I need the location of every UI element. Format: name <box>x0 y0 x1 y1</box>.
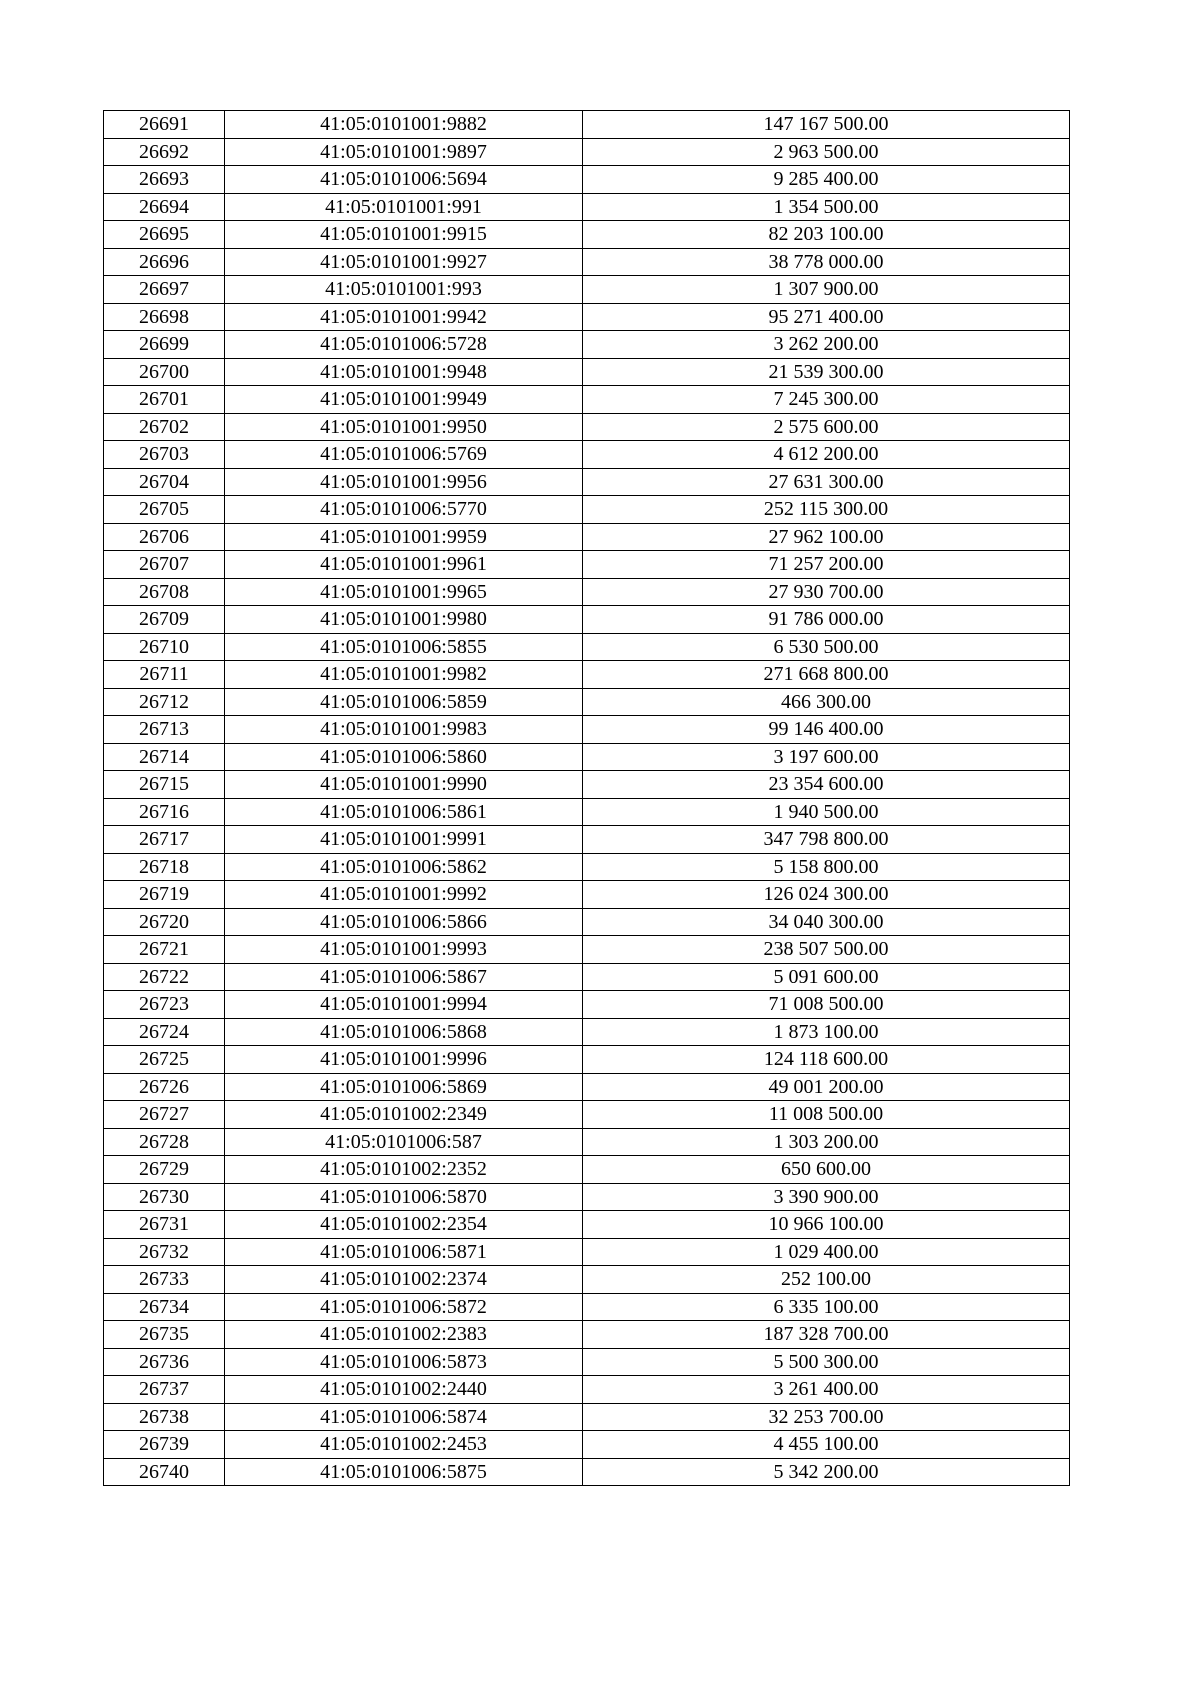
cadastral-value-cell: 238 507 500.00 <box>583 936 1070 964</box>
cadastral-number-cell: 41:05:0101001:9949 <box>225 386 583 414</box>
cadastral-number-cell: 41:05:0101001:9982 <box>225 661 583 689</box>
row-number-cell: 26710 <box>104 633 225 661</box>
cadastral-number-cell: 41:05:0101006:5860 <box>225 743 583 771</box>
table-row <box>104 853 1070 881</box>
cadastral-number-cell: 41:05:0101006:5861 <box>225 798 583 826</box>
row-number-cell: 26703 <box>104 441 225 469</box>
cadastral-value-cell: 4 455 100.00 <box>583 1431 1070 1459</box>
cadastral-number-cell: 41:05:0101002:2349 <box>225 1101 583 1129</box>
row-number-cell: 26722 <box>104 963 225 991</box>
cadastral-number-cell: 41:05:0101001:9942 <box>225 303 583 331</box>
cadastral-number-cell: 41:05:0101001:9980 <box>225 606 583 634</box>
table-row <box>104 798 1070 826</box>
row-number-cell: 26692 <box>104 138 225 166</box>
row-number-cell: 26707 <box>104 551 225 579</box>
row-number-cell: 26706 <box>104 523 225 551</box>
cadastral-value-cell: 347 798 800.00 <box>583 826 1070 854</box>
table-row <box>104 1431 1070 1459</box>
row-number-cell: 26729 <box>104 1156 225 1184</box>
table-row <box>104 908 1070 936</box>
row-number-cell: 26702 <box>104 413 225 441</box>
cadastral-value-cell: 126 024 300.00 <box>583 881 1070 909</box>
cadastral-value-cell: 21 539 300.00 <box>583 358 1070 386</box>
row-number-cell: 26715 <box>104 771 225 799</box>
row-number-cell: 26735 <box>104 1321 225 1349</box>
row-number-cell: 26728 <box>104 1128 225 1156</box>
table-row <box>104 1183 1070 1211</box>
row-number-cell: 26695 <box>104 221 225 249</box>
table-row <box>104 1211 1070 1239</box>
cadastral-value-cell: 1 354 500.00 <box>583 193 1070 221</box>
cadastral-value-cell: 34 040 300.00 <box>583 908 1070 936</box>
cadastral-value-cell: 3 197 600.00 <box>583 743 1070 771</box>
cadastral-number-cell: 41:05:0101006:5862 <box>225 853 583 881</box>
row-number-cell: 26736 <box>104 1348 225 1376</box>
row-number-cell: 26697 <box>104 276 225 304</box>
table-row <box>104 771 1070 799</box>
cadastral-value-cell: 1 940 500.00 <box>583 798 1070 826</box>
cadastral-value-cell: 1 873 100.00 <box>583 1018 1070 1046</box>
table-row <box>104 963 1070 991</box>
table-row <box>104 1128 1070 1156</box>
cadastral-value-cell: 71 257 200.00 <box>583 551 1070 579</box>
cadastral-number-cell: 41:05:0101001:9991 <box>225 826 583 854</box>
cadastral-value-table <box>103 110 1070 1486</box>
cadastral-number-cell: 41:05:0101001:9994 <box>225 991 583 1019</box>
cadastral-value-cell: 9 285 400.00 <box>583 166 1070 194</box>
cadastral-value-cell: 147 167 500.00 <box>583 111 1070 139</box>
row-number-cell: 26739 <box>104 1431 225 1459</box>
row-number-cell: 26717 <box>104 826 225 854</box>
table-row <box>104 1101 1070 1129</box>
cadastral-value-cell: 3 261 400.00 <box>583 1376 1070 1404</box>
table-row <box>104 1403 1070 1431</box>
cadastral-number-cell: 41:05:0101006:5728 <box>225 331 583 359</box>
row-number-cell: 26705 <box>104 496 225 524</box>
cadastral-value-cell: 1 303 200.00 <box>583 1128 1070 1156</box>
cadastral-value-cell: 6 335 100.00 <box>583 1293 1070 1321</box>
table-row <box>104 331 1070 359</box>
table-row <box>104 441 1070 469</box>
cadastral-number-cell: 41:05:0101001:9993 <box>225 936 583 964</box>
row-number-cell: 26720 <box>104 908 225 936</box>
cadastral-number-cell: 41:05:0101002:2352 <box>225 1156 583 1184</box>
cadastral-number-cell: 41:05:0101006:5855 <box>225 633 583 661</box>
table-row <box>104 1156 1070 1184</box>
cadastral-number-cell: 41:05:0101006:5770 <box>225 496 583 524</box>
table-row <box>104 1018 1070 1046</box>
row-number-cell: 26709 <box>104 606 225 634</box>
cadastral-value-cell: 95 271 400.00 <box>583 303 1070 331</box>
cadastral-value-cell: 5 158 800.00 <box>583 853 1070 881</box>
cadastral-number-cell: 41:05:0101006:5859 <box>225 688 583 716</box>
cadastral-value-cell: 32 253 700.00 <box>583 1403 1070 1431</box>
table-row <box>104 826 1070 854</box>
row-number-cell: 26696 <box>104 248 225 276</box>
row-number-cell: 26701 <box>104 386 225 414</box>
cadastral-number-cell: 41:05:0101006:587 <box>225 1128 583 1156</box>
cadastral-value-cell: 91 786 000.00 <box>583 606 1070 634</box>
cadastral-value-cell: 252 115 300.00 <box>583 496 1070 524</box>
row-number-cell: 26737 <box>104 1376 225 1404</box>
table-row <box>104 413 1070 441</box>
cadastral-number-cell: 41:05:0101001:9948 <box>225 358 583 386</box>
cadastral-value-cell: 1 307 900.00 <box>583 276 1070 304</box>
row-number-cell: 26711 <box>104 661 225 689</box>
table-row <box>104 881 1070 909</box>
table-row <box>104 496 1070 524</box>
row-number-cell: 26721 <box>104 936 225 964</box>
row-number-cell: 26734 <box>104 1293 225 1321</box>
table-row <box>104 991 1070 1019</box>
cadastral-number-cell: 41:05:0101001:9897 <box>225 138 583 166</box>
cadastral-number-cell: 41:05:0101006:5871 <box>225 1238 583 1266</box>
cadastral-value-cell: 2 963 500.00 <box>583 138 1070 166</box>
row-number-cell: 26704 <box>104 468 225 496</box>
row-number-cell: 26740 <box>104 1458 225 1486</box>
cadastral-value-cell: 7 245 300.00 <box>583 386 1070 414</box>
cadastral-number-cell: 41:05:0101002:2374 <box>225 1266 583 1294</box>
cadastral-number-cell: 41:05:0101006:5873 <box>225 1348 583 1376</box>
cadastral-value-cell: 187 328 700.00 <box>583 1321 1070 1349</box>
cadastral-value-cell: 3 262 200.00 <box>583 331 1070 359</box>
cadastral-number-cell: 41:05:0101001:9965 <box>225 578 583 606</box>
table-row <box>104 1293 1070 1321</box>
row-number-cell: 26733 <box>104 1266 225 1294</box>
row-number-cell: 26700 <box>104 358 225 386</box>
cadastral-number-cell: 41:05:0101006:5872 <box>225 1293 583 1321</box>
cadastral-value-cell: 124 118 600.00 <box>583 1046 1070 1074</box>
cadastral-value-cell: 1 029 400.00 <box>583 1238 1070 1266</box>
cadastral-value-cell: 11 008 500.00 <box>583 1101 1070 1129</box>
table-row <box>104 193 1070 221</box>
cadastral-value-cell: 71 008 500.00 <box>583 991 1070 1019</box>
table-row <box>104 688 1070 716</box>
table-row <box>104 1458 1070 1486</box>
row-number-cell: 26731 <box>104 1211 225 1239</box>
table-row <box>104 1376 1070 1404</box>
table-row <box>104 138 1070 166</box>
cadastral-value-cell: 3 390 900.00 <box>583 1183 1070 1211</box>
row-number-cell: 26718 <box>104 853 225 881</box>
table-row <box>104 248 1070 276</box>
cadastral-number-cell: 41:05:0101001:9959 <box>225 523 583 551</box>
table-row <box>104 276 1070 304</box>
cadastral-number-cell: 41:05:0101006:5868 <box>225 1018 583 1046</box>
cadastral-value-cell: 2 575 600.00 <box>583 413 1070 441</box>
cadastral-value-cell: 6 530 500.00 <box>583 633 1070 661</box>
cadastral-number-cell: 41:05:0101006:5866 <box>225 908 583 936</box>
cadastral-value-cell: 466 300.00 <box>583 688 1070 716</box>
row-number-cell: 26732 <box>104 1238 225 1266</box>
table-row <box>104 1073 1070 1101</box>
row-number-cell: 26724 <box>104 1018 225 1046</box>
cadastral-value-cell: 27 631 300.00 <box>583 468 1070 496</box>
cadastral-number-cell: 41:05:0101006:5769 <box>225 441 583 469</box>
table-body <box>104 111 1070 1486</box>
cadastral-number-cell: 41:05:0101002:2383 <box>225 1321 583 1349</box>
cadastral-number-cell: 41:05:0101006:5870 <box>225 1183 583 1211</box>
table-row <box>104 358 1070 386</box>
cadastral-value-cell: 252 100.00 <box>583 1266 1070 1294</box>
table-row <box>104 1348 1070 1376</box>
table-row <box>104 578 1070 606</box>
cadastral-number-cell: 41:05:0101001:9990 <box>225 771 583 799</box>
cadastral-value-cell: 4 612 200.00 <box>583 441 1070 469</box>
row-number-cell: 26691 <box>104 111 225 139</box>
cadastral-number-cell: 41:05:0101006:5694 <box>225 166 583 194</box>
row-number-cell: 26713 <box>104 716 225 744</box>
cadastral-value-cell: 650 600.00 <box>583 1156 1070 1184</box>
cadastral-value-cell: 5 342 200.00 <box>583 1458 1070 1486</box>
cadastral-number-cell: 41:05:0101001:9882 <box>225 111 583 139</box>
cadastral-number-cell: 41:05:0101006:5867 <box>225 963 583 991</box>
table-row <box>104 661 1070 689</box>
table-row <box>104 551 1070 579</box>
cadastral-number-cell: 41:05:0101006:5869 <box>225 1073 583 1101</box>
table-row <box>104 111 1070 139</box>
row-number-cell: 26708 <box>104 578 225 606</box>
cadastral-value-cell: 23 354 600.00 <box>583 771 1070 799</box>
cadastral-number-cell: 41:05:0101001:991 <box>225 193 583 221</box>
cadastral-number-cell: 41:05:0101001:9956 <box>225 468 583 496</box>
cadastral-number-cell: 41:05:0101001:9950 <box>225 413 583 441</box>
table-row <box>104 221 1070 249</box>
cadastral-number-cell: 41:05:0101001:9992 <box>225 881 583 909</box>
cadastral-number-cell: 41:05:0101006:5875 <box>225 1458 583 1486</box>
cadastral-value-cell: 10 966 100.00 <box>583 1211 1070 1239</box>
cadastral-value-cell: 99 146 400.00 <box>583 716 1070 744</box>
table-row <box>104 633 1070 661</box>
table-row <box>104 1238 1070 1266</box>
cadastral-number-cell: 41:05:0101006:5874 <box>225 1403 583 1431</box>
row-number-cell: 26714 <box>104 743 225 771</box>
cadastral-value-cell: 27 962 100.00 <box>583 523 1070 551</box>
row-number-cell: 26726 <box>104 1073 225 1101</box>
cadastral-value-cell: 5 500 300.00 <box>583 1348 1070 1376</box>
table-row <box>104 606 1070 634</box>
table-row <box>104 166 1070 194</box>
row-number-cell: 26716 <box>104 798 225 826</box>
table-row <box>104 468 1070 496</box>
table-row <box>104 716 1070 744</box>
row-number-cell: 26727 <box>104 1101 225 1129</box>
cadastral-value-cell: 38 778 000.00 <box>583 248 1070 276</box>
row-number-cell: 26694 <box>104 193 225 221</box>
row-number-cell: 26693 <box>104 166 225 194</box>
cadastral-value-cell: 49 001 200.00 <box>583 1073 1070 1101</box>
row-number-cell: 26730 <box>104 1183 225 1211</box>
table-row <box>104 1266 1070 1294</box>
row-number-cell: 26698 <box>104 303 225 331</box>
cadastral-value-cell: 82 203 100.00 <box>583 221 1070 249</box>
cadastral-value-cell: 27 930 700.00 <box>583 578 1070 606</box>
cadastral-value-cell: 5 091 600.00 <box>583 963 1070 991</box>
table-row <box>104 303 1070 331</box>
table-row <box>104 1046 1070 1074</box>
cadastral-number-cell: 41:05:0101001:9915 <box>225 221 583 249</box>
table-row <box>104 523 1070 551</box>
cadastral-number-cell: 41:05:0101001:9983 <box>225 716 583 744</box>
row-number-cell: 26712 <box>104 688 225 716</box>
cadastral-number-cell: 41:05:0101001:9927 <box>225 248 583 276</box>
cadastral-number-cell: 41:05:0101002:2453 <box>225 1431 583 1459</box>
table-row <box>104 1321 1070 1349</box>
table-row <box>104 743 1070 771</box>
row-number-cell: 26725 <box>104 1046 225 1074</box>
cadastral-value-cell: 271 668 800.00 <box>583 661 1070 689</box>
table-row <box>104 936 1070 964</box>
cadastral-number-cell: 41:05:0101001:9996 <box>225 1046 583 1074</box>
row-number-cell: 26719 <box>104 881 225 909</box>
cadastral-number-cell: 41:05:0101002:2440 <box>225 1376 583 1404</box>
row-number-cell: 26738 <box>104 1403 225 1431</box>
cadastral-number-cell: 41:05:0101002:2354 <box>225 1211 583 1239</box>
row-number-cell: 26699 <box>104 331 225 359</box>
table-row <box>104 386 1070 414</box>
row-number-cell: 26723 <box>104 991 225 1019</box>
cadastral-number-cell: 41:05:0101001:9961 <box>225 551 583 579</box>
cadastral-number-cell: 41:05:0101001:993 <box>225 276 583 304</box>
